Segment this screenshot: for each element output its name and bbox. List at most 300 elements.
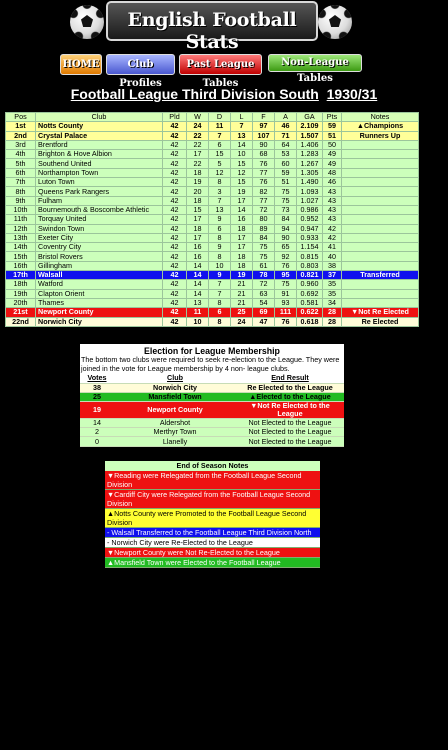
cell-pts: 43	[323, 205, 342, 214]
cell-pld: 42	[163, 280, 187, 289]
table-row	[6, 159, 419, 168]
table-row	[6, 252, 419, 261]
cell-a: 95	[275, 271, 297, 280]
cell-pts: 40	[323, 252, 342, 261]
cell-a: 75	[275, 187, 297, 196]
cell-notes	[342, 215, 419, 224]
cell-l: 12	[231, 168, 253, 177]
cell-l: 13	[231, 131, 253, 140]
cell-d: 8	[209, 178, 231, 187]
cell-pts: 37	[323, 271, 342, 280]
table-row	[6, 178, 419, 187]
cell-pos: 2nd	[6, 131, 36, 140]
cell-pos: 14th	[6, 243, 36, 252]
header-pld: Pld	[163, 113, 187, 122]
cell-ga: 0.960	[297, 280, 323, 289]
cell-d: 7	[209, 131, 231, 140]
header-club: Club	[36, 113, 163, 122]
header-d: D	[209, 113, 231, 122]
cell-a: 94	[275, 224, 297, 233]
club-link[interactable]: Norwich City	[36, 317, 163, 326]
football-icon	[318, 5, 352, 39]
cell-w: 17	[187, 233, 209, 242]
cell-pos: 1st	[6, 122, 36, 131]
cell-result: Not Elected to the League	[236, 428, 344, 437]
cell-notes	[342, 178, 419, 187]
cell-w: 24	[187, 122, 209, 131]
table-row	[6, 215, 419, 224]
cell-a: 111	[275, 308, 297, 317]
cell-a: 76	[275, 317, 297, 326]
cell-pts: 49	[323, 159, 342, 168]
cell-d: 13	[209, 205, 231, 214]
table-row	[6, 271, 419, 280]
club-link[interactable]: Bournemouth & Boscombe Athletic	[36, 205, 163, 214]
header-end-result: End Result	[236, 374, 344, 383]
cell-d: 7	[209, 289, 231, 298]
cell-a: 76	[275, 261, 297, 270]
cell-pos: 8th	[6, 187, 36, 196]
cell-f: 77	[253, 168, 275, 177]
table-row	[6, 131, 419, 140]
header-w: W	[187, 113, 209, 122]
cell-pts: 51	[323, 131, 342, 140]
cell-pos: 13th	[6, 233, 36, 242]
cell-ga: 1.406	[297, 140, 323, 149]
table-row	[6, 233, 419, 242]
cell-pos: 6th	[6, 168, 36, 177]
cell-ga: 1.027	[297, 196, 323, 205]
club-link[interactable]: Thames	[36, 298, 163, 307]
cell-pld: 42	[163, 224, 187, 233]
cell-ga: 0.815	[297, 252, 323, 261]
club-link[interactable]: Newport County	[36, 308, 163, 317]
cell-w: 19	[187, 178, 209, 187]
cell-club[interactable]: Aldershot	[114, 419, 236, 428]
cell-notes: Re Elected	[342, 317, 419, 326]
cell-votes: 19	[80, 402, 114, 419]
cell-d: 9	[209, 271, 231, 280]
table-row	[6, 205, 419, 214]
club-link[interactable]: Crystal Palace	[36, 131, 163, 140]
cell-d: 9	[209, 215, 231, 224]
cell-pos: 5th	[6, 159, 36, 168]
cell-f: 68	[253, 150, 275, 159]
club-link[interactable]: Coventry City	[36, 243, 163, 252]
cell-a: 53	[275, 150, 297, 159]
cell-pts: 46	[323, 178, 342, 187]
cell-d: 15	[209, 150, 231, 159]
cell-ga: 1.490	[297, 178, 323, 187]
cell-pos: 11th	[6, 215, 36, 224]
cell-pos: 3rd	[6, 140, 36, 149]
election-title: Election for League Membership	[144, 346, 280, 356]
cell-pts: 42	[323, 224, 342, 233]
header-a: A	[275, 113, 297, 122]
cell-a: 92	[275, 252, 297, 261]
cell-notes	[342, 243, 419, 252]
cell-pld: 42	[163, 308, 187, 317]
election-row	[80, 402, 344, 419]
cell-f: 90	[253, 140, 275, 149]
cell-l: 18	[231, 252, 253, 261]
cell-ga: 0.581	[297, 298, 323, 307]
table-row	[6, 308, 419, 317]
cell-pos: 22nd	[6, 317, 36, 326]
club-link[interactable]: Queens Park Rangers	[36, 187, 163, 196]
cell-l: 19	[231, 271, 253, 280]
cell-notes	[342, 205, 419, 214]
cell-pos: 18th	[6, 280, 36, 289]
table-row	[6, 196, 419, 205]
club-link[interactable]: Bristol Rovers	[36, 252, 163, 261]
cell-l: 15	[231, 159, 253, 168]
league-table	[5, 112, 419, 327]
cell-l: 7	[231, 122, 253, 131]
cell-w: 18	[187, 196, 209, 205]
cell-f: 82	[253, 187, 275, 196]
cell-w: 14	[187, 289, 209, 298]
cell-f: 77	[253, 196, 275, 205]
club-link[interactable]: Torquay United	[36, 215, 163, 224]
season-year: 1930/31	[326, 86, 378, 102]
cell-result: Not Elected to the League	[236, 419, 344, 428]
league-table-header	[6, 113, 419, 122]
page-title	[0, 86, 448, 102]
cell-votes: 14	[80, 419, 114, 428]
cell-w: 11	[187, 308, 209, 317]
nav-non-league-tables-button[interactable]: Non-League Tables	[268, 54, 362, 72]
cell-l: 21	[231, 289, 253, 298]
cell-votes: 25	[80, 392, 114, 401]
table-row	[6, 298, 419, 307]
election-box	[80, 344, 344, 447]
cell-l: 10	[231, 150, 253, 159]
cell-d: 5	[209, 159, 231, 168]
cell-d: 12	[209, 168, 231, 177]
club-link[interactable]: Brentford	[36, 140, 163, 149]
cell-a: 93	[275, 298, 297, 307]
cell-d: 11	[209, 122, 231, 131]
cell-pld: 42	[163, 140, 187, 149]
cell-pos: 15th	[6, 252, 36, 261]
cell-w: 10	[187, 317, 209, 326]
header-pts: Pts	[323, 113, 342, 122]
note-item: - Walsall Transferred to the Football League Third Division North	[105, 528, 320, 538]
cell-d: 7	[209, 280, 231, 289]
club-link[interactable]: Walsall	[36, 271, 163, 280]
league-name: Football League Third Division South	[70, 86, 319, 102]
cell-f: 89	[253, 224, 275, 233]
cell-l: 19	[231, 187, 253, 196]
cell-w: 22	[187, 159, 209, 168]
cell-d: 8	[209, 252, 231, 261]
cell-a: 84	[275, 215, 297, 224]
cell-pts: 43	[323, 196, 342, 205]
cell-pos: 7th	[6, 178, 36, 187]
cell-notes	[342, 233, 419, 242]
club-link[interactable]: Clapton Orient	[36, 289, 163, 298]
cell-a: 46	[275, 122, 297, 131]
cell-l: 18	[231, 261, 253, 270]
cell-pld: 42	[163, 196, 187, 205]
cell-ga: 0.821	[297, 271, 323, 280]
club-link[interactable]: Watford	[36, 280, 163, 289]
cell-pts: 41	[323, 243, 342, 252]
club-link[interactable]: Exeter City	[36, 233, 163, 242]
note-item: ▲Notts County were Promoted to the Football League Second Division	[105, 509, 320, 528]
table-row	[6, 150, 419, 159]
cell-notes	[342, 280, 419, 289]
cell-d: 8	[209, 317, 231, 326]
cell-pos: 10th	[6, 205, 36, 214]
cell-pts: 48	[323, 168, 342, 177]
cell-f: 61	[253, 261, 275, 270]
table-row	[6, 140, 419, 149]
cell-w: 14	[187, 271, 209, 280]
table-row	[6, 280, 419, 289]
cell-notes	[342, 168, 419, 177]
cell-d: 6	[209, 224, 231, 233]
cell-pld: 42	[163, 122, 187, 131]
cell-f: 75	[253, 243, 275, 252]
cell-d: 6	[209, 308, 231, 317]
note-item: ▲Mansfield Town were Elected to the Football League	[105, 558, 320, 568]
cell-notes: ▼Not Re Elected	[342, 308, 419, 317]
cell-notes	[342, 187, 419, 196]
cell-pos: 12th	[6, 224, 36, 233]
cell-ga: 0.986	[297, 205, 323, 214]
header-f: F	[253, 113, 275, 122]
cell-a: 91	[275, 289, 297, 298]
cell-f: 80	[253, 215, 275, 224]
note-item: - Norwich City were Re-Elected to the League	[105, 538, 320, 548]
cell-pld: 42	[163, 289, 187, 298]
cell-pts: 35	[323, 280, 342, 289]
cell-a: 59	[275, 168, 297, 177]
cell-notes	[342, 159, 419, 168]
cell-club[interactable]: Newport County	[114, 402, 236, 419]
cell-notes	[342, 150, 419, 159]
cell-club[interactable]: Norwich City	[114, 383, 236, 392]
cell-w: 17	[187, 150, 209, 159]
cell-notes: Runners Up	[342, 131, 419, 140]
site-title: English Football Stats	[127, 9, 297, 53]
cell-f: 72	[253, 280, 275, 289]
cell-a: 60	[275, 159, 297, 168]
club-link[interactable]: Gillingham	[36, 261, 163, 270]
cell-pos: 20th	[6, 298, 36, 307]
cell-pld: 42	[163, 261, 187, 270]
cell-club[interactable]: Merthyr Town	[114, 428, 236, 437]
cell-d: 7	[209, 196, 231, 205]
cell-d: 9	[209, 243, 231, 252]
cell-l: 14	[231, 140, 253, 149]
cell-f: 76	[253, 178, 275, 187]
site-header	[0, 0, 448, 53]
note-item: ▼Newport County were Not Re-Elected to the League	[105, 548, 320, 558]
cell-f: 69	[253, 308, 275, 317]
cell-ga: 2.109	[297, 122, 323, 131]
note-item: ▼Reading were Relegated from the Football League Second Division	[105, 471, 320, 490]
cell-ga: 0.692	[297, 289, 323, 298]
cell-w: 18	[187, 224, 209, 233]
cell-l: 17	[231, 243, 253, 252]
club-link[interactable]: Brighton & Hove Albion	[36, 150, 163, 159]
cell-pts: 49	[323, 150, 342, 159]
cell-club[interactable]: Mansfield Town	[114, 392, 236, 401]
cell-pts: 35	[323, 289, 342, 298]
cell-result: ▲Elected to the League	[236, 392, 344, 401]
cell-pld: 42	[163, 131, 187, 140]
club-link[interactable]: Swindon Town	[36, 224, 163, 233]
cell-d: 3	[209, 187, 231, 196]
table-row	[6, 289, 419, 298]
table-row	[6, 168, 419, 177]
cell-ga: 1.267	[297, 159, 323, 168]
cell-notes	[342, 224, 419, 233]
cell-l: 18	[231, 224, 253, 233]
cell-notes: ▲Champions	[342, 122, 419, 131]
cell-pos: 19th	[6, 289, 36, 298]
cell-ga: 0.947	[297, 224, 323, 233]
club-link[interactable]: Fulham	[36, 196, 163, 205]
cell-d: 8	[209, 298, 231, 307]
site-title-banner[interactable]	[106, 1, 318, 53]
header-club: Club	[114, 374, 236, 383]
cell-f: 107	[253, 131, 275, 140]
club-link[interactable]: Southend United	[36, 159, 163, 168]
cell-pts: 42	[323, 233, 342, 242]
table-row	[6, 261, 419, 270]
cell-f: 84	[253, 233, 275, 242]
cell-notes	[342, 140, 419, 149]
cell-pld: 42	[163, 205, 187, 214]
table-row	[6, 122, 419, 131]
notes-title: End of Season Notes	[105, 461, 320, 471]
season-notes-box	[105, 461, 320, 568]
cell-result: Re Elected to the League	[236, 383, 344, 392]
cell-ga: 1.093	[297, 187, 323, 196]
header-l: L	[231, 113, 253, 122]
election-row	[80, 383, 344, 392]
cell-l: 17	[231, 233, 253, 242]
table-row	[6, 187, 419, 196]
cell-w: 22	[187, 140, 209, 149]
cell-pos: 17th	[6, 271, 36, 280]
election-table-header	[80, 374, 344, 383]
cell-f: 76	[253, 159, 275, 168]
cell-f: 63	[253, 289, 275, 298]
election-row	[80, 428, 344, 437]
cell-a: 51	[275, 178, 297, 187]
table-row	[6, 243, 419, 252]
header-pos: Pos	[6, 113, 36, 122]
cell-pld: 42	[163, 215, 187, 224]
cell-pts: 43	[323, 187, 342, 196]
cell-a: 75	[275, 280, 297, 289]
cell-pld: 42	[163, 298, 187, 307]
cell-l: 21	[231, 280, 253, 289]
cell-l: 15	[231, 178, 253, 187]
cell-w: 16	[187, 252, 209, 261]
nav-home-button[interactable]: HOME	[60, 54, 102, 75]
cell-a: 64	[275, 140, 297, 149]
cell-votes: 38	[80, 383, 114, 392]
election-row	[80, 437, 344, 446]
cell-ga: 0.622	[297, 308, 323, 317]
cell-l: 17	[231, 196, 253, 205]
cell-w: 15	[187, 205, 209, 214]
club-link[interactable]: Notts County	[36, 122, 163, 131]
cell-l: 24	[231, 317, 253, 326]
cell-ga: 0.952	[297, 215, 323, 224]
cell-result: ▼Not Re Elected to the League	[236, 402, 344, 419]
cell-pld: 42	[163, 159, 187, 168]
cell-pts: 34	[323, 298, 342, 307]
cell-ga: 0.933	[297, 233, 323, 242]
cell-w: 16	[187, 243, 209, 252]
table-row	[6, 224, 419, 233]
cell-ga: 1.283	[297, 150, 323, 159]
football-icon	[70, 5, 104, 39]
cell-pos: 9th	[6, 196, 36, 205]
cell-votes: 2	[80, 428, 114, 437]
cell-w: 22	[187, 131, 209, 140]
cell-club[interactable]: Llanelly	[114, 437, 236, 446]
cell-f: 75	[253, 252, 275, 261]
cell-l: 16	[231, 215, 253, 224]
cell-a: 65	[275, 243, 297, 252]
club-link[interactable]: Northampton Town	[36, 168, 163, 177]
cell-pld: 42	[163, 243, 187, 252]
cell-pld: 42	[163, 178, 187, 187]
cell-f: 72	[253, 205, 275, 214]
cell-pld: 42	[163, 252, 187, 261]
cell-notes	[342, 252, 419, 261]
election-table	[80, 374, 344, 447]
cell-notes	[342, 196, 419, 205]
cell-pts: 59	[323, 122, 342, 131]
cell-notes	[342, 261, 419, 270]
cell-l: 14	[231, 205, 253, 214]
cell-w: 17	[187, 215, 209, 224]
cell-pld: 42	[163, 150, 187, 159]
cell-ga: 0.618	[297, 317, 323, 326]
cell-a: 73	[275, 205, 297, 214]
cell-f: 47	[253, 317, 275, 326]
cell-pts: 38	[323, 261, 342, 270]
cell-pos: 21st	[6, 308, 36, 317]
club-link[interactable]: Luton Town	[36, 178, 163, 187]
cell-pts: 50	[323, 140, 342, 149]
cell-a: 75	[275, 196, 297, 205]
cell-d: 10	[209, 261, 231, 270]
cell-ga: 1.154	[297, 243, 323, 252]
nav-past-league-tables-button[interactable]: Past League Tables	[179, 54, 262, 75]
header-notes: Notes	[342, 113, 419, 122]
cell-l: 25	[231, 308, 253, 317]
cell-pos: 16th	[6, 261, 36, 270]
cell-ga: 1.305	[297, 168, 323, 177]
cell-pld: 42	[163, 187, 187, 196]
header-votes: Votes	[80, 374, 114, 383]
cell-pld: 42	[163, 168, 187, 177]
cell-w: 20	[187, 187, 209, 196]
cell-l: 21	[231, 298, 253, 307]
nav-club-profiles-button[interactable]: Club Profiles	[106, 54, 175, 75]
cell-votes: 0	[80, 437, 114, 446]
